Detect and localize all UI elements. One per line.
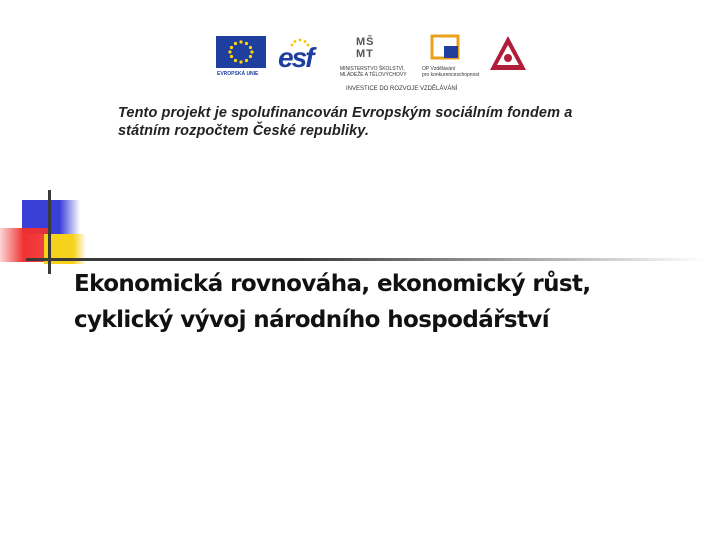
eu-flag-logo [216,30,266,86]
banner-caption: INVESTICE DO ROZVOJE VZDĚLÁVÁNÍ [346,86,458,92]
msmt-mark: MŠ MT [356,36,375,60]
op-vk-caption-1: OP Vzdělávání [422,66,456,72]
msmt-caption-2: MLÁDEŽE A TĚLOVÝCHOVY [340,72,407,78]
esf-text: esf [278,42,313,73]
op-vk-logo [420,30,478,86]
title-line-2: cyklický vývoj národního hospodářství [74,307,550,333]
slide-title [74,266,694,338]
project-funding-text [118,104,678,140]
project-line-1: Tento projekt je spolufinancován Evropským sociálním fondem a [118,105,573,121]
eu-caption: EVROPSKÁ UNIE [217,71,259,77]
msmt-caption-1: MINISTERSTVO ŠKOLSTVÍ, [340,66,405,72]
op-vk-caption-2: pro konkurenceschopnost [422,72,480,78]
title-rule [26,258,706,261]
op-vk-icon [426,32,466,66]
school-emblem-logo [488,30,528,86]
esf-logo [276,30,324,86]
deco-red-square [0,228,48,262]
project-line-2: státním rozpočtem České republiky. [118,123,370,139]
title-line-1: Ekonomická rovnováha, ekonomický růst, [74,271,591,297]
logo-banner [216,30,538,86]
school-emblem-icon [488,34,528,74]
msmt-logo [334,30,410,86]
eu-flag-icon [216,36,266,76]
